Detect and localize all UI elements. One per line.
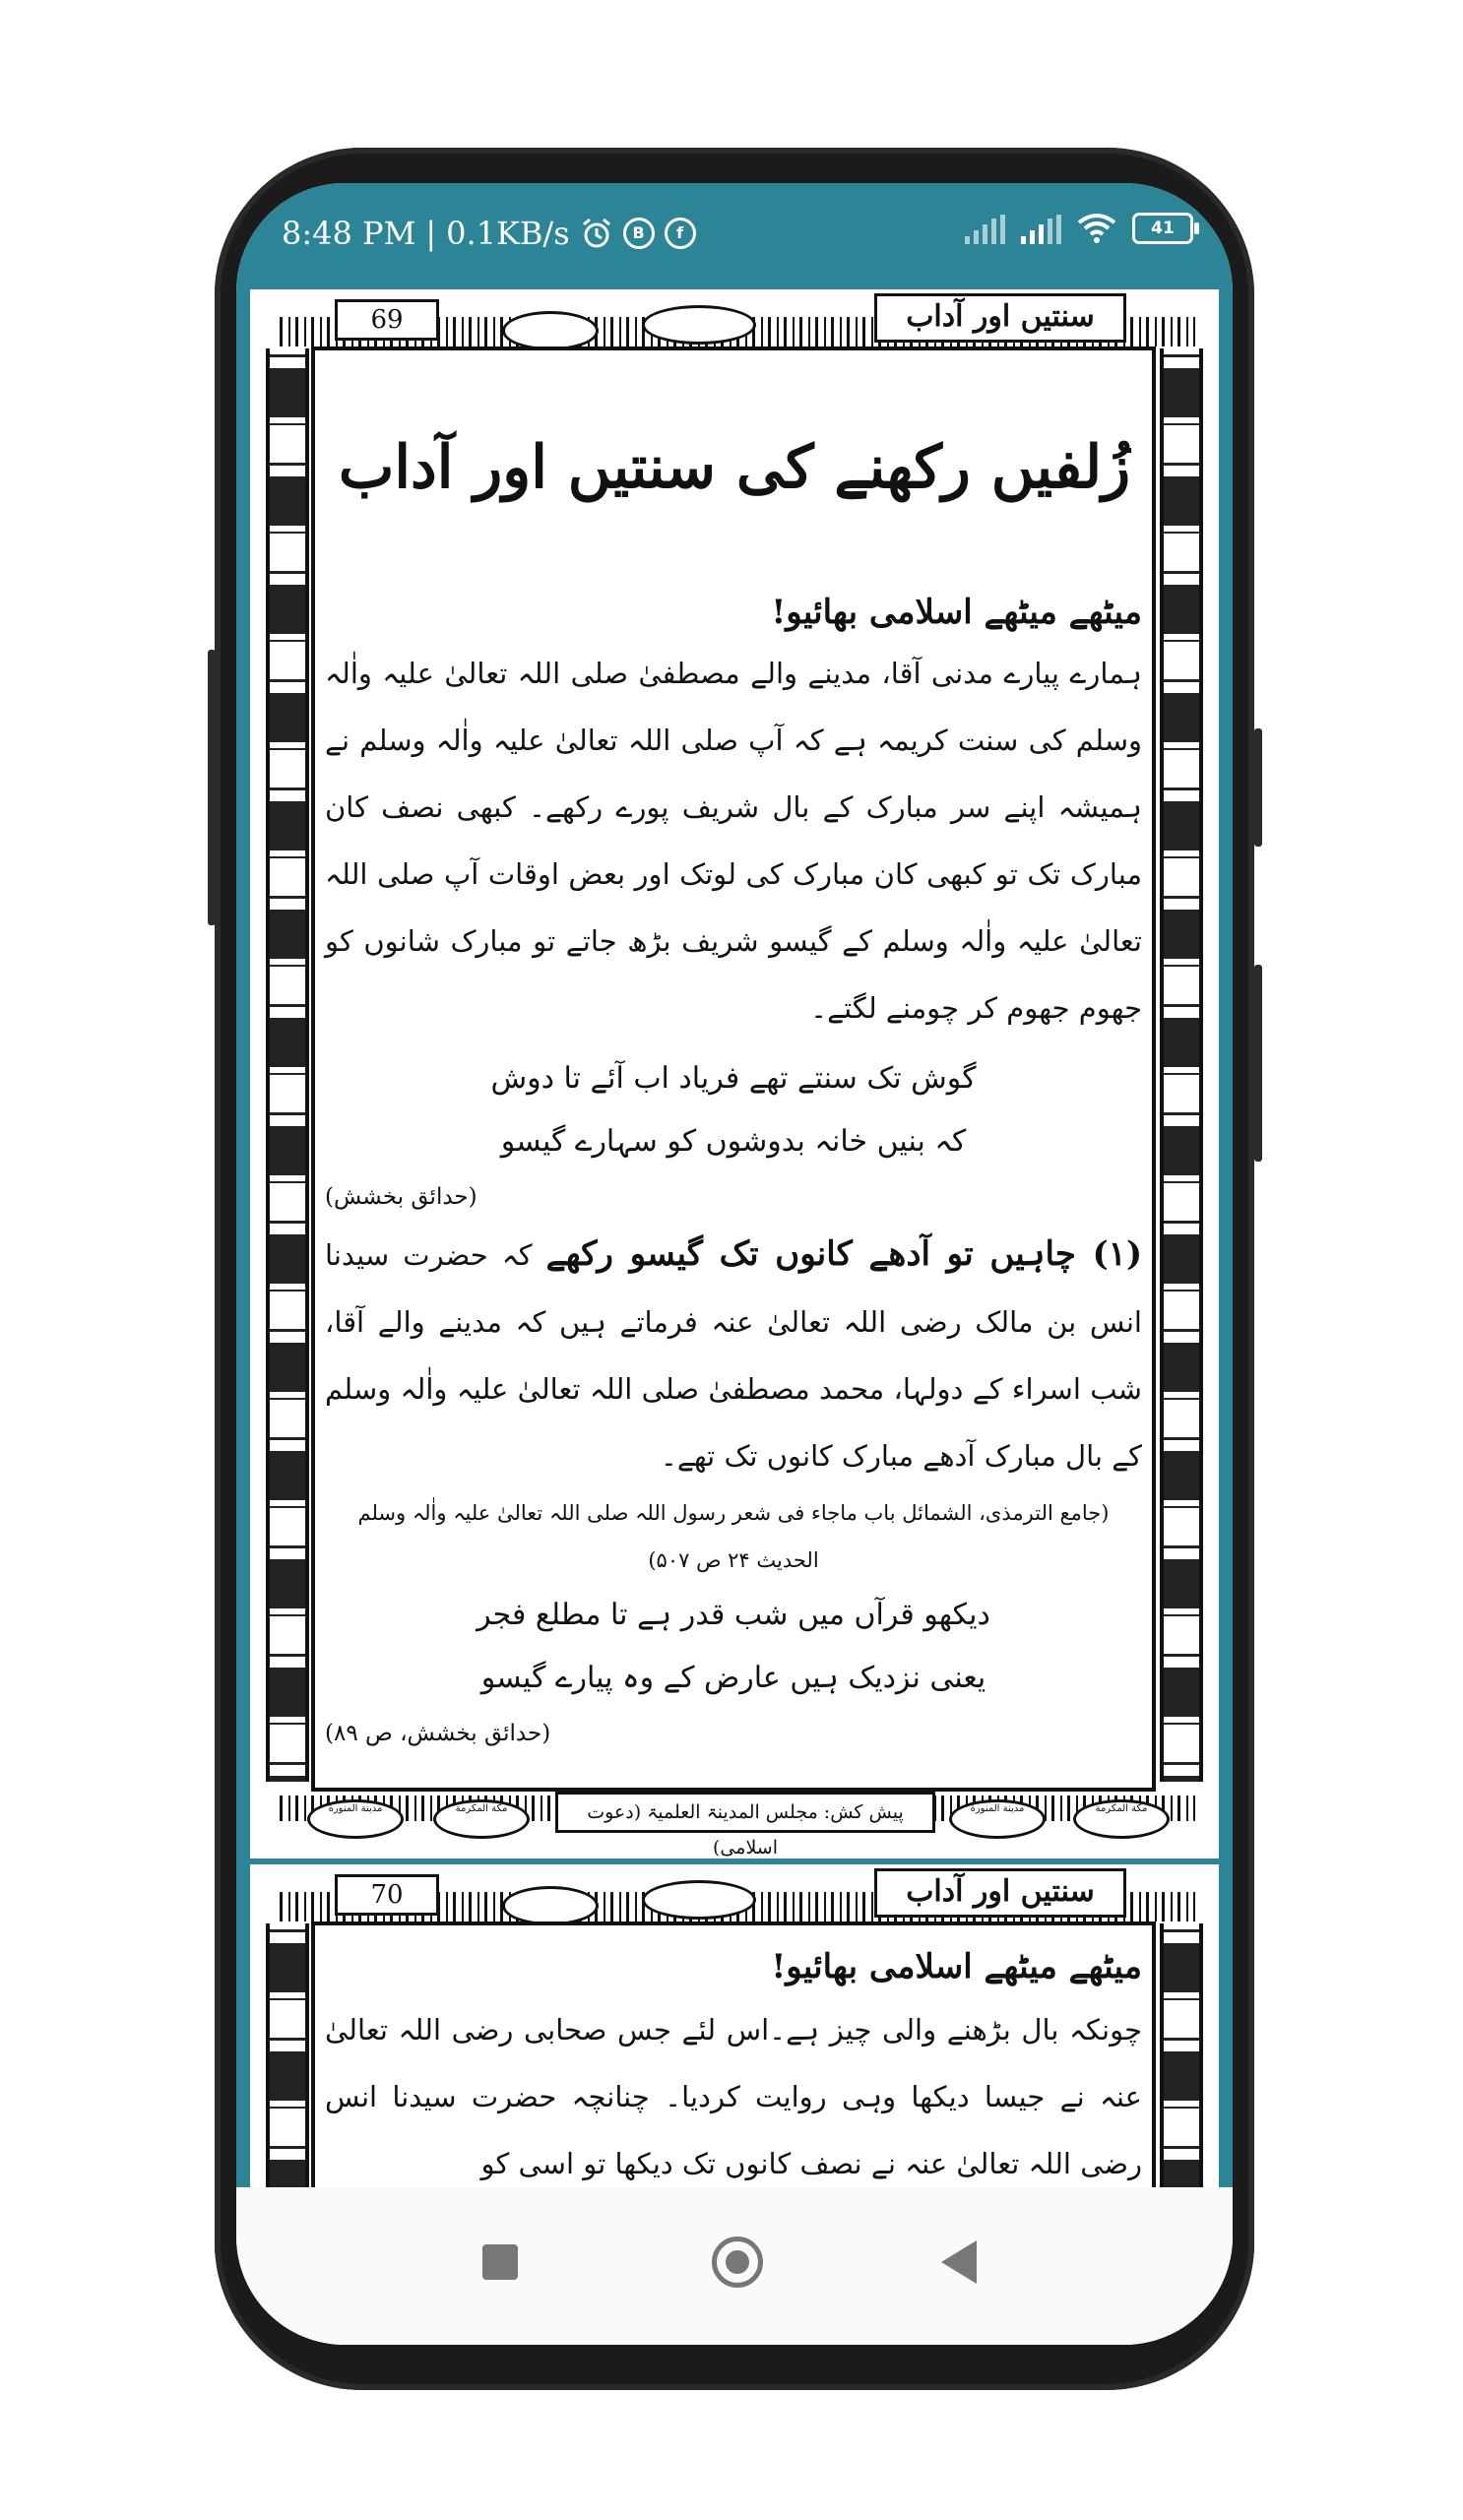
status-bar xyxy=(236,183,1233,272)
poem-1-line-1: گوش تک سنتے تھے فریاد اب آئے تا دوش xyxy=(490,1061,977,1096)
status-time: 8:48 PM xyxy=(282,215,416,252)
point-1-heading: (۱) چاہیں تو آدھے کانوں تک گیسو رکھے xyxy=(545,1234,1143,1274)
pdf-viewer[interactable] xyxy=(236,272,1233,2187)
running-header: سنتیں اور آداب xyxy=(874,293,1126,343)
greeting-heading-2: میٹھے میٹھے اسلامی بھائیو! xyxy=(771,1947,1142,1986)
point-1-reference: (جامع الترمذی، الشمائل باب ماجاء فی شعر رسول اللہ صلی اللہ تعالیٰ علیہ واٰلہ وسلم الحدیث ۲۴ ص ۵۰۷) xyxy=(357,1501,1110,1572)
volume-button xyxy=(1254,965,1262,1162)
footer-oval-1 xyxy=(307,1799,404,1839)
footer-oval-2-label: مكة المكرمة xyxy=(455,1803,508,1814)
right-ornament-border-2 xyxy=(1160,1923,1203,2187)
status-speed: 0.1KB/s xyxy=(446,215,570,252)
page-number: 69 xyxy=(335,299,439,341)
screen xyxy=(236,183,1233,2345)
wifi-icon xyxy=(1077,213,1116,244)
footer-oval-4 xyxy=(1073,1799,1170,1839)
footer-oval-1-label: مدینة المنورة xyxy=(328,1803,383,1814)
poem-1-line-2: کہ بنیں خانہ بدوشوں کو سہارے گیسو xyxy=(500,1124,967,1159)
left-ornament-border-2 xyxy=(266,1923,309,2187)
navigation-bar xyxy=(236,2187,1233,2345)
header-oval-2 xyxy=(642,305,756,345)
footer-publisher: پیش کش: مجلس المدینۃ العلمیۃ (دعوت اسلامی) xyxy=(555,1792,935,1833)
b-icon: B xyxy=(623,218,655,249)
facebook-icon: f xyxy=(665,218,696,249)
footer-oval-2 xyxy=(433,1799,530,1839)
left-ornament-border xyxy=(266,348,309,1782)
point-1-text: کہ حضرت سیدنا انس بن مالک رضی اللہ تعالیٰ عنہ فرماتے ہیں کہ مدینے والے آقا، شب اسراء کے دولہا، محمد مصطفیٰ صلی اللہ تعالیٰ علیہ واٰلہ وسلم کے بال مبارک آدھے مبارک کانوں تک تھے۔ xyxy=(325,1238,1142,1473)
pdf-page-70 xyxy=(250,1864,1219,2187)
page-title: زُلفیں رکھنے کی سنتیں اور آداب xyxy=(338,433,1131,502)
footer-oval-4-label: مكة المكرمة xyxy=(1095,1803,1148,1814)
battery-icon: 41 xyxy=(1132,213,1193,244)
pdf-page-69 xyxy=(250,289,1219,1858)
poem-2-reference: (حدائق بخشش، ص ۸۹) xyxy=(325,1721,551,1746)
page-number-2: 70 xyxy=(335,1874,439,1916)
recents-button[interactable] xyxy=(482,2244,518,2280)
paragraph-2: چونکہ بال بڑھنے والی چیز ہے۔اس لئے جس صحابی رضی اللہ تعالیٰ عنہ نے جیسا دیکھا وہی روایت کردیا۔ چنانچہ حضرت سیدنا انس رضی اللہ تعالیٰ عنہ نے نصف کانوں تک دیکھا تو اسی کو xyxy=(325,2013,1142,2180)
header-oval-4 xyxy=(642,1880,756,1920)
status-separator: | xyxy=(425,215,437,252)
page-content-2 xyxy=(325,1937,1142,2187)
greeting-heading: میٹھے میٹھے اسلامی بھائیو! xyxy=(771,593,1142,632)
header-oval-3 xyxy=(502,1886,599,1925)
volume-up-button xyxy=(208,650,216,925)
alarm-icon xyxy=(580,217,613,250)
poem-2-line-1: دیکھو قرآں میں شب قدر ہے تا مطلع فجر xyxy=(477,1598,990,1632)
power-button xyxy=(1254,728,1262,847)
back-button[interactable] xyxy=(941,2240,977,2284)
home-button[interactable] xyxy=(712,2236,763,2288)
point-1 xyxy=(325,1221,1142,1489)
paragraph-1: ہمارے پیارے مدنی آقا، مدینے والے مصطفیٰ صلی اللہ تعالیٰ علیہ واٰلہ وسلم کی سنت کریمہ ہے کہ آپ صلی اللہ تعالیٰ علیہ واٰلہ وسلم نے ہمیشہ اپنے سر مبارک کے بال شریف پورے رکھے۔ کبھی نصف کان مبارک تک تو کبھی کان مبارک کی لوتک اور بعض اوقات آپ صلی اللہ تعالیٰ علیہ واٰلہ وسلم کے گیسو شریف بڑھ جاتے تو مبارک شانوں کو جھوم جھوم کر چومنے لگتے۔ xyxy=(325,657,1142,1025)
footer-oval-3-label: مدینة المنورة xyxy=(970,1803,1025,1814)
page-content xyxy=(325,585,1142,1757)
footer-oval-3 xyxy=(949,1799,1046,1839)
signal-icon-1 xyxy=(965,215,1005,244)
poem-1-reference: (حدائق بخشش) xyxy=(325,1184,477,1210)
running-header-2: سنتیں اور آداب xyxy=(874,1868,1126,1918)
right-ornament-border xyxy=(1160,348,1203,1782)
signal-icon-2 xyxy=(1021,215,1061,244)
header-oval-1 xyxy=(502,311,599,350)
poem-2-line-2: یعنی نزدیک ہیں عارض کے وہ پیارے گیسو xyxy=(480,1661,986,1695)
